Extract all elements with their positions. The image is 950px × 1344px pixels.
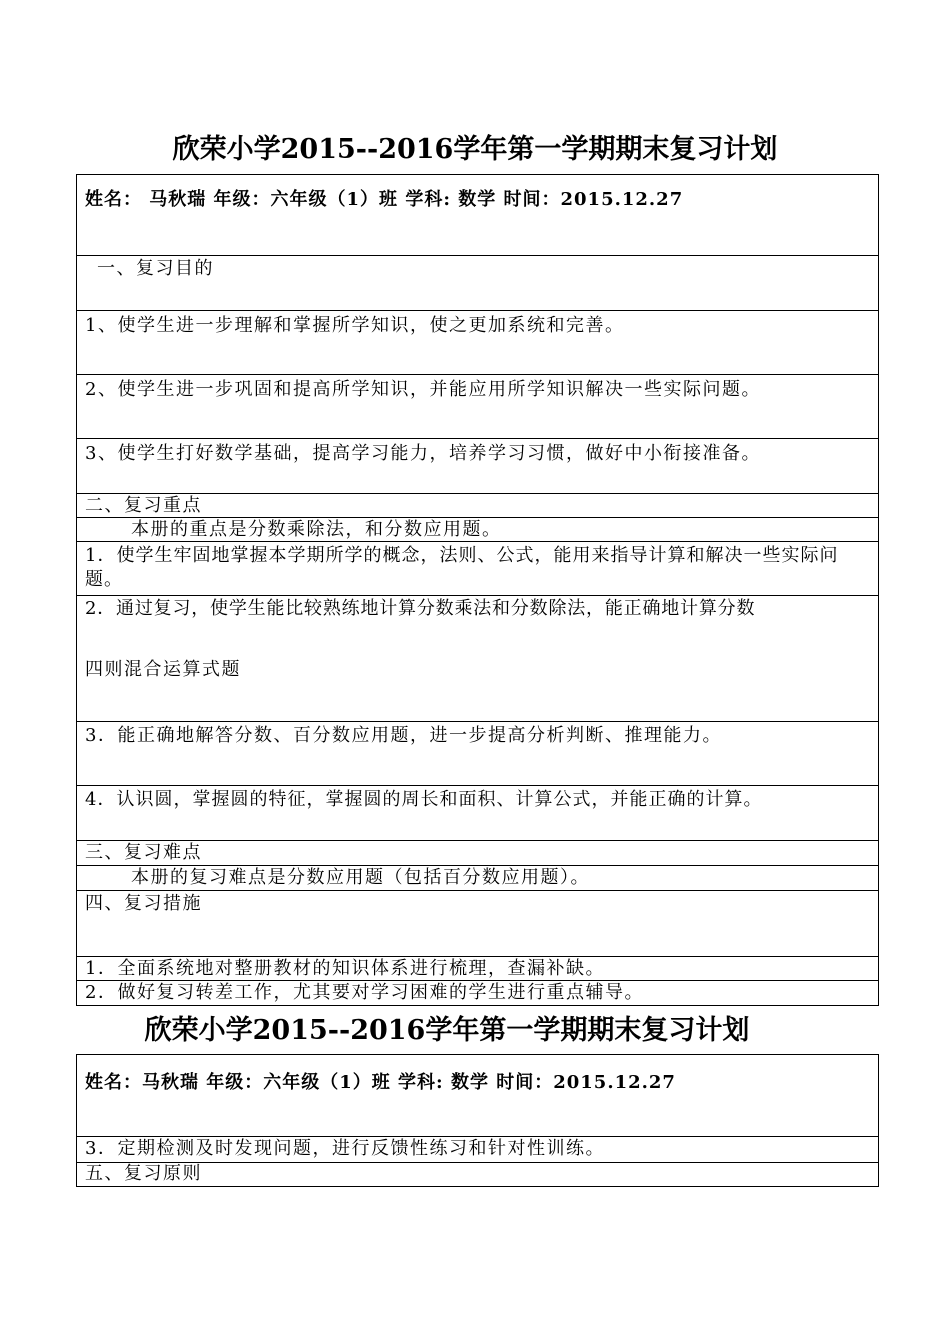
- list-item: 2．做好复习转差工作，尤其要对学习困难的学生进行重点辅导。: [85, 982, 644, 1003]
- list-item: 3．定期检测及时发现问题，进行反馈性练习和针对性训练。: [85, 1138, 605, 1159]
- table-row: [77, 541, 878, 595]
- section-heading: 四、复习措施: [85, 893, 202, 914]
- table-row: [77, 517, 878, 541]
- list-item-continued: 四则混合运算式题: [85, 659, 241, 680]
- section-heading: 一、复习目的: [97, 258, 214, 279]
- plan-table-continued: [76, 1054, 879, 1187]
- plan-table: [76, 174, 879, 1006]
- table-row: [77, 374, 878, 438]
- section-heading: 五、复习原则: [85, 1163, 202, 1184]
- list-item: 1．全面系统地对整册教材的知识体系进行梳理，查漏补缺。: [85, 958, 605, 979]
- table-row: [77, 840, 878, 865]
- table-row: [77, 255, 878, 310]
- table-row: [77, 1162, 878, 1186]
- section-heading: 二、复习重点: [85, 495, 202, 516]
- page-title: 欣荣小学2015--2016学年第一学期期末复习计划: [172, 134, 778, 165]
- list-item: 本册的重点是分数乘除法，和分数应用题。: [131, 519, 502, 540]
- table-row: [77, 956, 878, 980]
- page-title-continued: 欣荣小学2015--2016学年第一学期期末复习计划: [144, 1015, 750, 1046]
- teacher-info: 姓名： 马秋瑞 年级：六年级（1）班 学科: 数学 时间：2015.12.27: [85, 189, 684, 210]
- table-row: [77, 595, 878, 721]
- section-heading: 三、复习难点: [85, 842, 202, 863]
- table-row: [77, 438, 878, 493]
- table-row: [77, 890, 878, 956]
- table-row: [77, 310, 878, 374]
- list-item: 本册的复习难点是分数应用题（包括百分数应用题）。: [131, 867, 590, 888]
- table-row: [77, 1136, 878, 1162]
- list-item: 3、使学生打好数学基础，提高学习能力，培养学习习惯，做好中小衔接准备。: [85, 443, 761, 464]
- table-row: [77, 721, 878, 785]
- list-item: 2．通过复习，使学生能比较熟练地计算分数乘法和分数除法，能正确地计算分数: [85, 598, 756, 619]
- list-item: 4．认识圆，掌握圆的特征，掌握圆的周长和面积、计算公式，并能正确的计算。: [85, 789, 763, 810]
- table-header-row: [77, 175, 878, 255]
- table-row: [77, 785, 878, 840]
- list-item: 3．能正确地解答分数、百分数应用题，进一步提高分析判断、推理能力。: [85, 725, 722, 746]
- list-item: 1、使学生进一步理解和掌握所学知识，使之更加系统和完善。: [85, 315, 625, 336]
- table-header-row: [77, 1055, 878, 1136]
- teacher-info: 姓名：马秋瑞 年级：六年级（1）班 学科: 数学 时间：2015.12.27: [85, 1072, 676, 1093]
- table-row: [77, 980, 878, 1006]
- table-row: [77, 865, 878, 890]
- list-item: 2、使学生进一步巩固和提高所学知识，并能应用所学知识解决一些实际问题。: [85, 379, 761, 400]
- list-item: 1．使学生牢固地掌握本学期所学的概念，法则、公式，能用来指导计算和解决一些实际问题。: [85, 545, 839, 590]
- table-row: [77, 493, 878, 517]
